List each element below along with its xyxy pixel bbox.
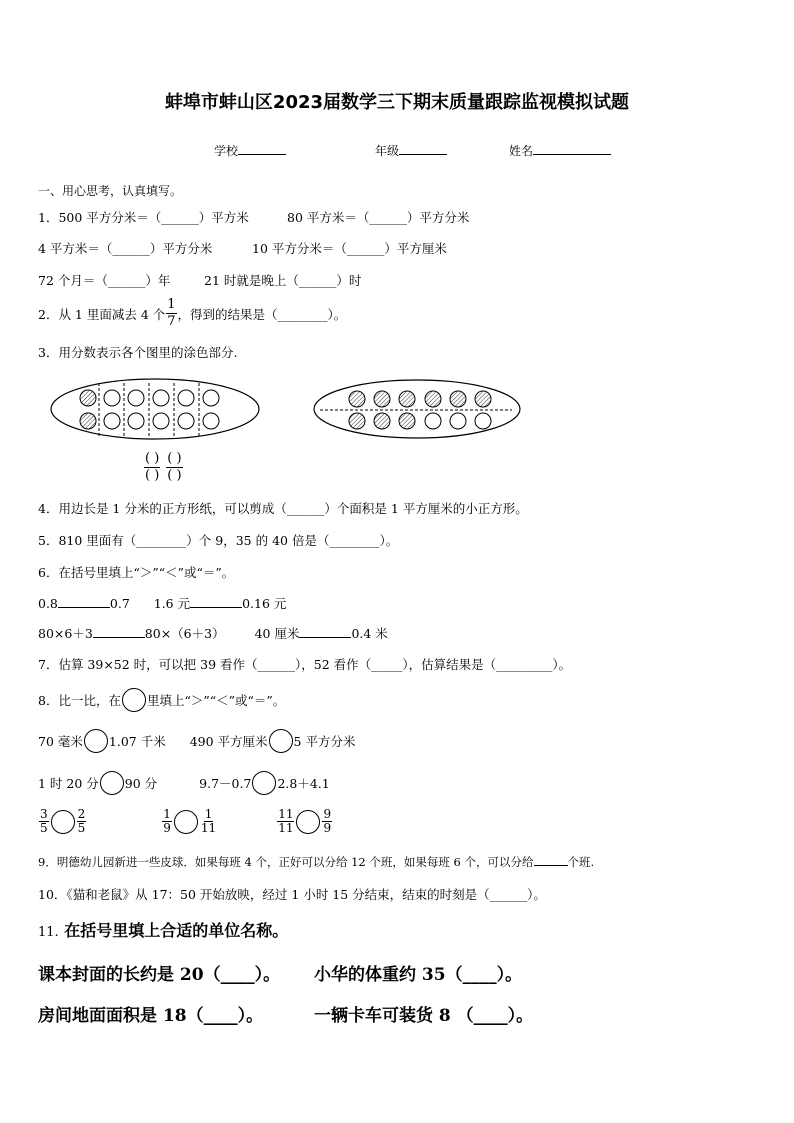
compare-circle[interactable] [122,688,146,712]
shaded-circle [399,391,415,407]
q9-pre: 9．明德幼儿园新进一些皮球．如果每班 4 个，正好可以分给 12 个班，如果每班 6 个，可以分给 [38,855,534,869]
circle [425,413,441,429]
circle [475,413,491,429]
circle [178,413,194,429]
shaded-circle [450,391,466,407]
figure-right [314,380,520,438]
q6-item: 0.16 元 [242,596,287,611]
q1-line-f: 21 时就是晚上（______）时 [204,273,362,288]
q8-row-1 [38,729,355,753]
question-10: 10．《猫和老鼠》从 17：50 开始放映，经过 1 小时 15 分结束，结束的时刻是（______）。 [38,887,546,902]
fraction-denominator: 5 [40,821,48,835]
q6-item: 80×6＋3 [38,626,93,641]
q8-item: 90 分 [124,776,158,791]
fraction-denominator: 11 [200,821,217,835]
shaded-circle [80,390,96,406]
answer-numerator[interactable]: ( ) [145,451,160,466]
fraction-numerator: 1 [204,807,213,821]
q6-item: 0.8 [38,596,58,611]
right-ellipse [314,380,520,438]
q6-item: 0.4 米 [351,626,388,641]
circle [104,413,120,429]
shaded-circle [349,413,365,429]
q6-row-2 [38,624,388,642]
q11-item-d: 一辆卡车可装货 8 （____）。 [314,1006,534,1026]
q8-item: 70 毫米 [38,734,83,749]
compare-circle[interactable] [100,771,124,795]
fraction-denominator: 9 [323,821,332,835]
page-title: 蚌埠市蚌山区2023届数学三下期末质量跟踪监视模拟试题 [164,92,630,113]
figure-left [51,379,259,439]
shaded-circle [80,413,96,429]
question-7: 7．估算 39×52 时，可以把 39 看作（______），52 看作（_____），估算结果是（_________）。 [38,657,572,672]
answer-fraction[interactable] [144,451,160,484]
q11-text: 在括号里填上合适的单位名称。 [64,921,289,940]
shaded-circle [349,391,365,407]
q8-item: 490 平方厘米 [189,734,268,749]
q6-item: 1.6 元 [153,596,191,611]
answer-blank[interactable] [58,595,110,608]
q1-line-e: 72 个月＝（______）年 [38,273,171,288]
answer-blank[interactable] [190,595,242,608]
question-6: 6．在括号里填上“＞”“＜”或“＝”。 [38,565,235,580]
circle [153,390,169,406]
q11-item-c: 房间地面面积是 18（____）。 [38,1006,264,1026]
q9-post: 个班. [567,855,595,869]
q6-item: 0.7 [109,596,130,611]
fraction-denominator: 7 [167,314,176,329]
q1-line-c: 4 平方米＝（______）平方分米 [38,241,213,256]
circle [203,390,219,406]
circle [178,390,194,406]
left-ellipse [51,379,259,439]
question-3: 3．用分数表示各个图里的涂色部分. [38,345,238,360]
question-5: 5．810 里面有（________）个 9，35 的 40 倍是（________）。 [38,533,399,548]
question-9 [38,853,594,870]
compare-circle[interactable] [84,729,108,753]
compare-circle[interactable] [51,810,75,834]
q8-item: 9.7－0.7 [199,776,252,791]
school-label: 学校 [214,144,239,158]
q8-row-2 [38,771,330,795]
fraction [39,808,49,835]
q2-pre: 2．从 1 里面减去 4 个 [38,306,166,322]
question-8 [38,688,285,712]
circle [128,390,144,406]
q8-item: 2.8＋4.1 [277,776,330,791]
answer-fraction[interactable] [166,451,182,484]
circle [153,413,169,429]
answer-denominator[interactable]: ( ) [145,468,160,483]
compare-circle[interactable] [252,771,276,795]
q8-item: 1.07 千米 [108,734,166,749]
answer-blank[interactable] [534,853,568,866]
fraction-numerator: 11 [278,807,294,821]
grade-label: 年级 [375,144,400,158]
q2-post: ，得到的结果是（________）。 [177,306,347,322]
q1-line-b: 80 平方米＝（______）平方分米 [287,210,470,225]
fraction [322,808,332,835]
compare-circle[interactable] [296,810,320,834]
question-11 [38,918,288,941]
fraction-numerator: 3 [40,807,48,821]
q11-number: 11. [38,925,59,940]
compare-circle[interactable] [174,810,198,834]
shaded-circle [425,391,441,407]
shaded-circle [374,391,390,407]
q6-item: 80×（6＋3） [144,626,225,641]
answer-blank[interactable] [299,625,351,638]
shaded-circle [399,413,415,429]
shaded-circle [374,413,390,429]
q8-pre: 8．比一比，在 [38,693,121,708]
circle [128,413,144,429]
q8-item: 5 平方分米 [293,734,356,749]
circle [203,413,219,429]
q11-item-a: 课本封面的长约是 20（____）。 [38,965,281,985]
circle [104,390,120,406]
fraction [77,808,87,835]
q6-item: 40 厘米 [254,626,300,641]
fraction-numerator: 9 [323,807,332,821]
q8-post: 里填上“＞”“＜”或“＝”。 [146,693,286,708]
q3-answers [143,451,184,484]
q11-item-b: 小华的体重约 35（____）。 [314,965,523,985]
section-heading: 一、用心思考，认真填写。 [38,184,183,198]
fraction [162,808,172,835]
name-label: 姓名 [509,144,534,158]
fraction-denominator: 5 [77,821,86,835]
fraction-numerator: 1 [167,297,176,312]
fraction-denominator: 9 [163,821,171,835]
answer-denominator[interactable]: ( ) [167,468,182,483]
answer-blank[interactable] [93,625,145,638]
answer-numerator[interactable]: ( ) [167,451,182,466]
fraction [277,808,294,835]
circle [450,413,466,429]
fraction [200,808,217,835]
q8-row-3 [38,808,333,835]
q1-line-d: 10 平方分米＝（______）平方厘米 [252,241,447,256]
shaded-circle [475,391,491,407]
compare-circle[interactable] [269,729,293,753]
question-4: 4．用边长是 1 分米的正方形纸，可以剪成（______）个面积是 1 平方厘米的小正方形。 [38,501,528,516]
fraction-numerator: 1 [163,807,171,821]
q8-item: 1 时 20 分 [38,776,99,791]
fraction-denominator: 11 [278,821,294,835]
q1-line-a: 1．500 平方分米＝（______）平方米 [38,210,249,225]
q6-row-1 [38,594,286,612]
fraction-numerator: 2 [77,807,86,821]
